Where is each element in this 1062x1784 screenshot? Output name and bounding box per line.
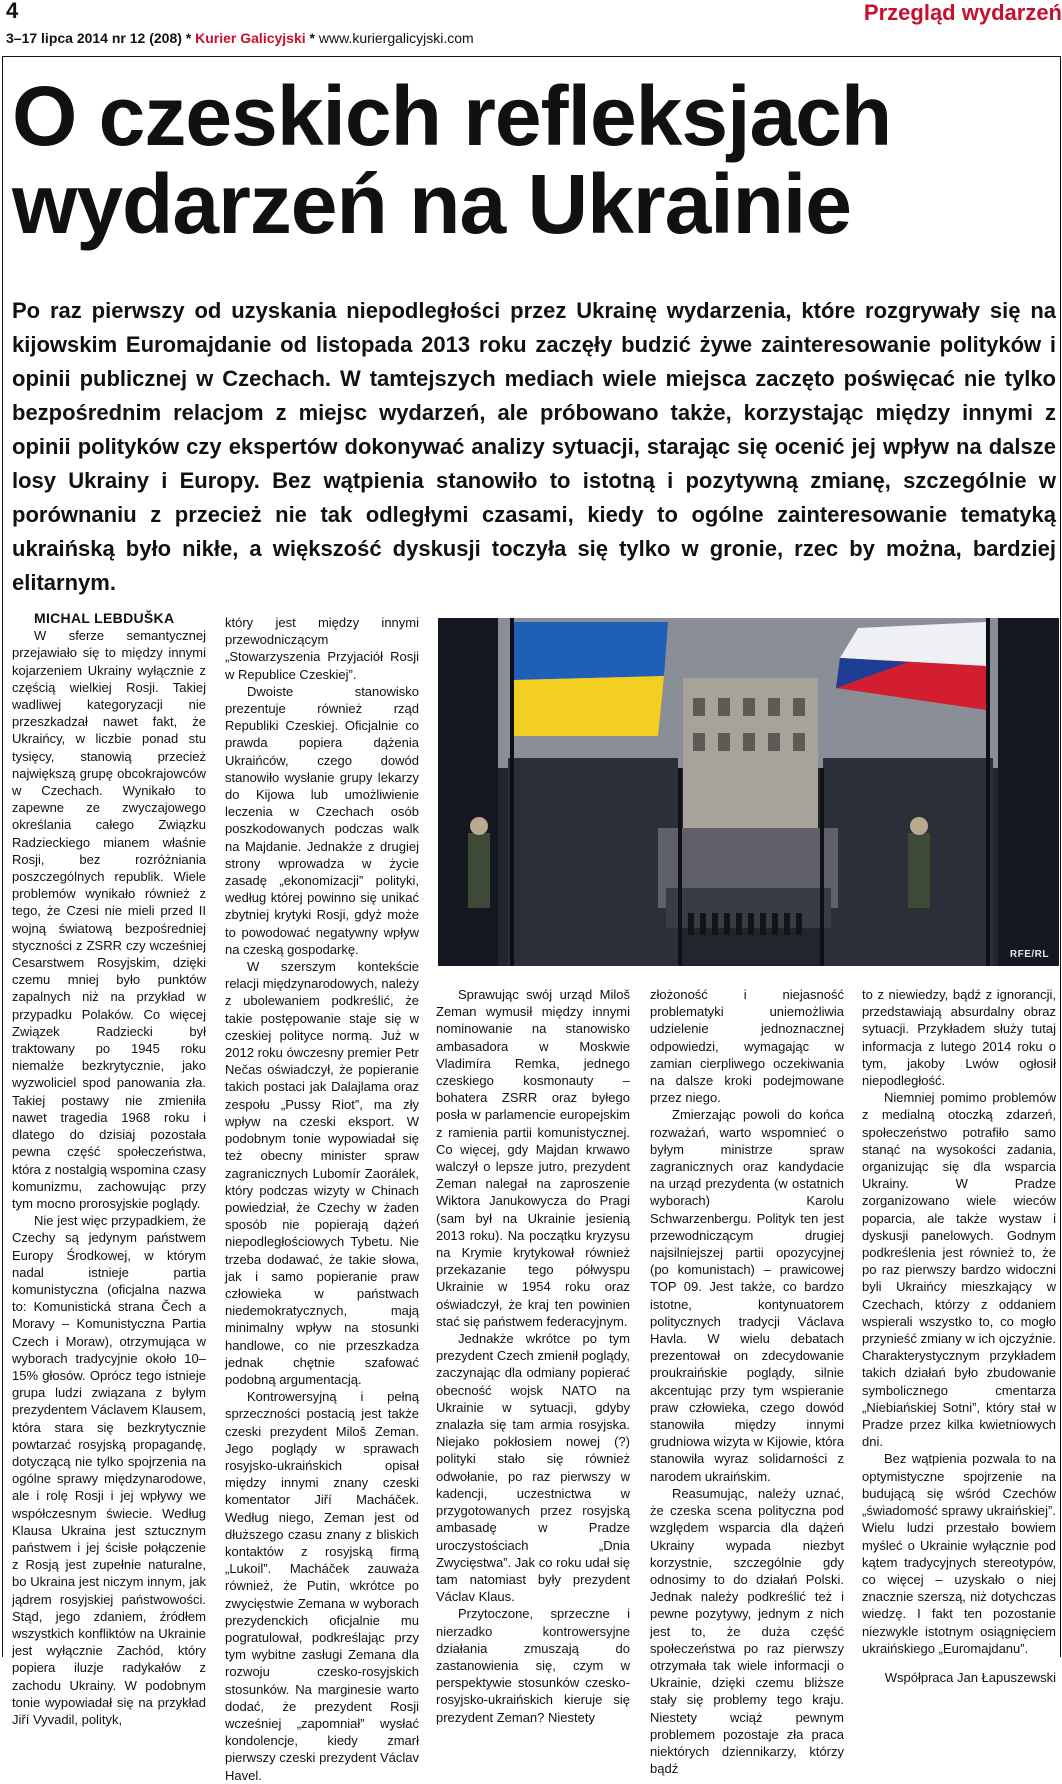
- paragraph: Niemniej pomimo problemów z medialną otoczką zdarzeń, społeczeństwo potrafiło samo stanąć na wysokości zadania, organizując się dla wsparcia Ukrainy. W Pradze zorganizowano wiele wieców poparcia, ale także wystaw i dyskusji panelowych. Godnym podkreślenia jest również to, że po raz pierwszy bardzo widoczni byli Ukraińcy mieszkający w Czechach, którzy z oddaniem wspierali wszystko to, co mogło przynieść zmiany w ich ojczyźnie. Charakterystycznym przykładem takich działań było zbudowanie symbolicznego cmentarza „Niebiańskiej Sotni”, który stał w Pradze przez kilka kwietniowych dni.: [862, 1090, 1056, 1450]
- paragraph: Bez wątpienia pozwala to na optymistyczne spojrzenie na budującą się wśród Czechów „świadomość sprawy ukraińskiej”. Wielu ludzi przestało bowiem myśleć o Ukrainie wyłącznie pod kątem tradycyjnych stereotypów, co więcej – uzyskało o niej znacznie szerszą, niż dotychczas wiedzę. I fakt ten pozostanie niezwykle istotnym osiągnięciem ukraińskiego „Euromajdanu”.: [862, 1451, 1056, 1656]
- paragraph: który jest między innymi przewodniczącym „Stowarzyszenia Przyjaciół Rosji w Republice Czeskiej”.: [225, 615, 419, 682]
- paragraph: to z niewiedzy, bądź z ignorancji, przedstawiają absurdalny obraz sytuacji. Przykładem służy tutaj informacja z lutego 2014 roku o tym, jakoby Lwów ogłosił niepodległość.: [862, 987, 1056, 1089]
- paragraph: Przytoczone, sprzeczne i nierzadko kontrowersyjne działania zmuszają do zastanowienia się, czym w perspektywie stosunków czesko-rosyjsko-ukraińskich kieruje się prezydent Zeman? Niestety: [436, 1606, 630, 1725]
- paragraph: złożoność i niejasność problematyki uniemożliwia udzielenie jednoznacznej odpowiedzi, wymagając w zamian cierpliwego oczekiwania na dalsze kroki podejmowane przez niego.: [650, 987, 844, 1106]
- paragraph: Dwoiste stanowisko prezentuje również rząd Republiki Czeskiej. Oficjalnie co prawda popiera dążenia Ukraińców, czego dowód stanowiło wysłanie grupy lekarzy do Kijowa lub umożliwienie leczenia w Czechach osób poszkodowanych podczas walk na Majdanie. Jednakże z drugiej strony wprowadza w życie zasadę „ekonomizacji” polityki, według której powinno się unikać zbytniej krytyki Rosji, gdyż może to powodować negatywny wpływ na czeską gospodarkę.: [225, 683, 419, 957]
- collaboration-credit: Współpraca Jan Łapuszewski: [884, 1669, 1056, 1685]
- author-byline: MICHAL LEBDUŠKA: [34, 610, 175, 626]
- paragraph: Jednakże wkrótce po tym prezydent Czech zmienił poglądy, zaczynając dla odmiany popierać obecność wojsk NATO na Ukrainie w sytuacji, gdyby znalazła się tam armia rosyjska. Niejako pokłosiem nowej (?) polityki stało się również odwołanie, po raz pierwszy w kadencji, uczestnictwa w przygotowanych przez rosyjską ambasadę w Pradze uroczystościach „Dnia Zwycięstwa”. Jak co roku udał się tam natomiast były prezydent Václav Klaus.: [436, 1331, 630, 1605]
- article-column-2: [225, 614, 419, 1784]
- issue-separator: *: [305, 30, 319, 46]
- paragraph: W szerszym kontekście relacji międzynarodowych, należy z ubolewaniem podkreślić, że takie postępowanie staje się w czeskiej polityce normą. Już w 2012 roku ówczesny premier Petr Nečas oświadczył, że popieranie takich postaci jak Dalajlama oraz zespołu „Pussy Riot”, ma zły wpływ na czeski eksport. W podobnym tonie wypowiadał się też obecny minister spraw zagranicznych Lubomír Zaorálek, który podczas wizyty w Chinach powiedział, że Czechy w żaden sposób nie popierają dążeń niepodległościowych Tybetu. Nie trzeba dodawać, że takie słowa, jak i samo popieranie praw człowieka w państwach niedemokratycznych, mają minimalny wpływ na stosunki handlowe, co nie przeszkadza jednak chętnie szafować podobną argumentacją.: [225, 959, 419, 1387]
- paragraph: Kontrowersyjną i pełną sprzeczności postacią jest także czeski prezydent Miloš Zeman. Jego poglądy w sprawach rosyjsko-ukraińskich opisał między innymi znany czeski komentator Jiří Macháček. Według niego, Zeman jest od dłuższego czasu znany z bliskich kontaktów z rosyjską firmą „Lukoil”. Macháček zauważa również, że Putin, wkrótce po zwycięstwie Zemana w wyborach prezydenckich oficjalnie mu pogratulował, podkreślając przy tym wybitne zasługi Zemana dla rozwoju czesko-rosyjskich stosunków. Na marginesie warto dodać, że prezydent Rosji wcześniej „zapomniał” wysłać kondolencje, kiedy zmarł pierwszy czeski prezydent Václav Havel.: [225, 1389, 419, 1783]
- article-column-4: [650, 986, 844, 1777]
- article-column-1: [12, 610, 206, 1728]
- issue-date: 3–17 lipca 2014 nr 12 (208) *: [6, 30, 196, 46]
- page-number: 4: [6, 0, 19, 23]
- paragraph: Reasumując, należy uznać, że czeska scena polityczna pod względem wsparcia dla dążeń Ukrainy wypada niezbyt korzystnie, szczególnie gdy odnosimy to do działań Polski. Jednak należy podkreślić też i pewne pozytywy, jednym z nich jest to, że duża część społeczeństwa po raz pierwszy otrzymała tak wiele informacji o Ukrainie, dzięki czemu bliższe stały się problemy tego kraju. Niestety wciąż pewnym problemem pozostaje zła praca niektórych dziennikarzy, którzy bądź: [650, 1485, 844, 1777]
- title-line-2: wydarzeń na Ukrainie: [12, 157, 851, 251]
- article-title: [12, 69, 892, 251]
- website-link[interactable]: www.kuriergalicyjski.com: [318, 30, 474, 46]
- article-column-3: [436, 986, 630, 1726]
- photo-prague-castle-flags: [438, 618, 1059, 966]
- paragraph: W sferze semantycznej przejawiało się to między innymi kojarzeniem Ukrainy wyłącznie z częścią wielkiej Rosji. Takiej wadliwej kategoryzacji nie przeszkadzał nawet fakt, że Ukraińcy, w liczbie ponad stu tysięcy, stanowią przecież największą grupę obcokrajowców w Czechach. Wynikało to zapewne ze zwyczajowego określania całego Związku Radzieckiego mianem właśnie Rosji, bez rozróżniania poszczególnych republik. Wiele problemów wynikało również z tego, że Czesi nie mieli przed II wojną światową bezpośredniej styczności z ZSRR czy wcześniej Cesarstwem Rosyjskim, dzięki czemu mniej było punktów zapalnych niż na przykład w przypadku Polaków. Co więcej Związek Radziecki był traktowany po 1945 roku niemalże bezkrytycznie, jako wyzwoliciel spod panowania zła. Takiej postawy nie zmieniła nawet tragedia 1968 roku i dlatego do dzisiaj pozostała pewna część społeczeństwa, która z nostalgią wspomina czasy komunizmu, zachowując przy tym mocno prorosyjskie poglądy.: [12, 628, 206, 1211]
- page-header: [0, 0, 1062, 54]
- section-title: Przegląd wydarzeń: [863, 0, 1062, 25]
- issue-line: [6, 30, 474, 46]
- article-column-5: [862, 986, 1056, 1686]
- article-photo: [438, 618, 1059, 966]
- paper-name: Kurier Galicyjski: [195, 30, 306, 46]
- photo-credit: RFE/RL: [1009, 949, 1049, 960]
- paragraph: Zmierzając powoli do końca rozważań, warto wspomnieć o byłym ministrze spraw zagranicznych oraz kandydacie na urząd prezydenta (w ostatnich wyborach) Karolu Schwarzenbergu. Polityk ten jest przewodniczącym drugiej najsilniejszej partii opozycyjnej (po komunistach) – prawicowej TOP 09. Jest także, co bardzo istotne, kontynuatorem politycznych tradycji Václava Havla. W wielu debatach prezentował on zdecydowanie proukraińskie poglądy, silnie akcentując przy tym wspieranie praw człowieka, czego dowód stanowiła między innymi grudniowa wizyta w Kijowie, która stanowiła wyraz solidarności z narodem ukraińskim.: [650, 1107, 844, 1484]
- paragraph: Nie jest więc przypadkiem, że Czechy są jedynym państwem Europy Środkowej, w którym nadal istnieje partia komunistyczna (oficjalna nazwa to: Komunistická strana Čech a Moravy – Komunistyczna Partia Czech i Moraw), otrzymująca w wyborach tradycyjnie około 10–15% głosów. Oprócz tego istnieje grupa ludzi związana z byłym prezydentem Václavem Klausem, która stara się bezkrytycznie powtarzać rosyjską propagandę, dotyczącą nie tylko spojrzenia na ogólne sprawy międzynarodowe, ale i rolę Rosji i jej wpływy we współczesnym świecie. Według Klausa Ukraina jest sztucznym państwem i jej ścisłe połączenie z Rosją jest zupełnie naturalne, bo Ukraina jest niczym innym, jak jądrem rosyjskiej państwowości. Stąd, jego zdaniem, źródłem wszystkich konfliktów na Ukrainie jest wyłącznie Zachód, który popiera iluzje radykałów z zachodu Ukrainy. W podobnym tonie wypowiadał się na przykład Jiří Vyvadil, polityk,: [12, 1213, 206, 1727]
- title-line-1: O czeskich refleksjach: [12, 69, 892, 163]
- article-lead: Po raz pierwszy od uzyskania niepodległości przez Ukrainę wydarzenia, które rozgrywały się na kijowskim Euromajdanie od listopada 2013 roku zaczęły budzić żywe zainteresowanie polityków i opinii publicznej w Czechach. W tamtejszych mediach wiele miejsca zaczęto poświęcać nie tylko bezpośrednim relacjom z miejsc wydarzeń, ale próbowano także, korzystając między innymi z opinii polityków czy ekspertów dokonywać analizy sytuacji, starając się ocenić jej wpływ na dalsze losy Ukrainy i Europy. Bez wątpienia stanowiło to istotną i pozytywną zmianę, szczególnie w porównaniu z przecież nie tak odległymi czasami, kiedy to ogólne zainteresowanie tematyką ukraińską było nikłe, a większość dyskusji toczyła się tylko w gronie, rzec by można, bardziej elitarnym.: [12, 298, 1056, 595]
- paragraph: Sprawując swój urząd Miloš Zeman wymusił między innymi nominowanie na stanowisko ambasadora w Moskwie Vladimíra Remka, jednego czeskiego kosmonauty – bohatera ZSRR oraz byłego posła w parlamencie europejskim z ramienia partii komunistycznej. Co więcej, gdy Majdan krwawo walczył o lepsze jutro, prezydent Zeman nalegał na zaproszenie Wiktora Janukowycza do Pragi (sam był na Ukrainie jesienią 2013 roku). Na początku kryzysu na Krymie krytykował również przekazanie tego półwyspu Ukrainie w 1954 roku oraz oświadczył, że kraj ten powinien stać się państwem federacyjnym.: [436, 987, 630, 1329]
